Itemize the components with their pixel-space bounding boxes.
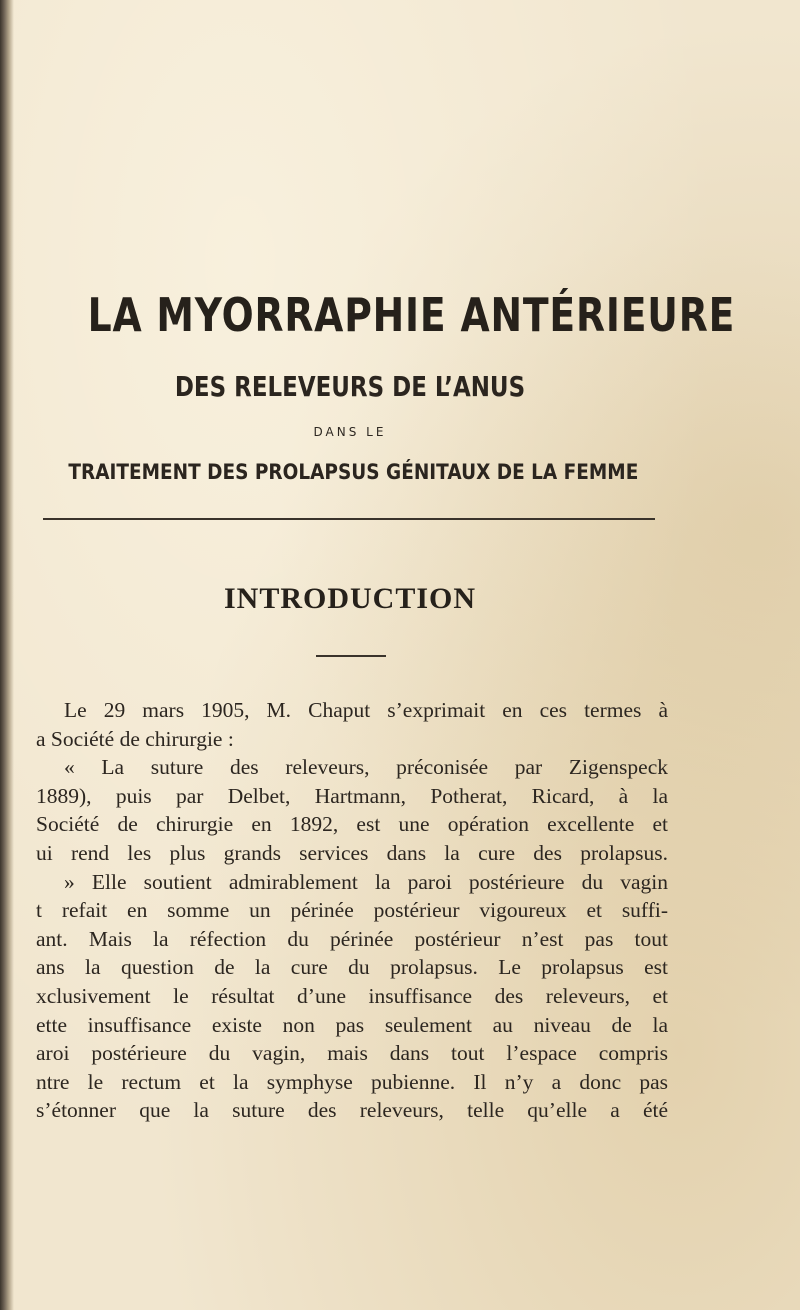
body-line: t refait en somme un périnée postérieur vigoureux et suffi- — [36, 898, 668, 923]
title-divider — [43, 518, 655, 520]
body-line: Le 29 mars 1905, M. Chaput s’exprimait en ces termes à — [64, 698, 668, 722]
body-line: xclusivement le résultat d’une insuffisance des releveurs, et — [36, 983, 668, 1008]
body-line: a Société de chirurgie : — [36, 726, 234, 751]
section-divider — [316, 655, 386, 657]
title-treatment: TRAITEMENT DES PROLAPSUS GÉNITAUX DE LA FEMME — [68, 460, 639, 484]
body-line: Société de chirurgie en 1892, est une opération excellente et — [36, 812, 668, 837]
body-line: ans la question de la cure du prolapsus. Le prolapsus est — [36, 955, 668, 980]
body-line: s’étonner que la suture des releveurs, telle qu’elle a été — [36, 1098, 668, 1123]
title-main: LA MYORRAPHIE ANTÉRIEURE — [87, 288, 736, 342]
body-line: aroi postérieure du vagin, mais dans tout l’espace compris — [36, 1041, 668, 1066]
body-text — [36, 696, 668, 1125]
body-line: 1889), puis par Delbet, Hartmann, Potherat, Ricard, à la — [36, 783, 668, 808]
body-line: » Elle soutient admirablement la paroi postérieure du vagin — [64, 869, 668, 894]
body-line: « La suture des releveurs, préconisée par Zigenspeck — [64, 755, 668, 780]
body-line: ui rend les plus grands services dans la cure des prolapsus. — [36, 840, 668, 865]
title-connector: DANS LE — [313, 425, 387, 439]
section-heading: INTRODUCTION — [223, 582, 477, 615]
body-line: ette insuffisance existe non pas seulement au niveau de la — [36, 1012, 668, 1037]
body-line: ntre le rectum et la symphyse pubienne. Il n’y a donc pas — [36, 1069, 668, 1094]
title-subtitle: DES RELEVEURS DE L’ANUS — [174, 370, 526, 403]
body-line: ant. Mais la réfection du périnée postérieur n’est pas tout — [36, 926, 668, 951]
